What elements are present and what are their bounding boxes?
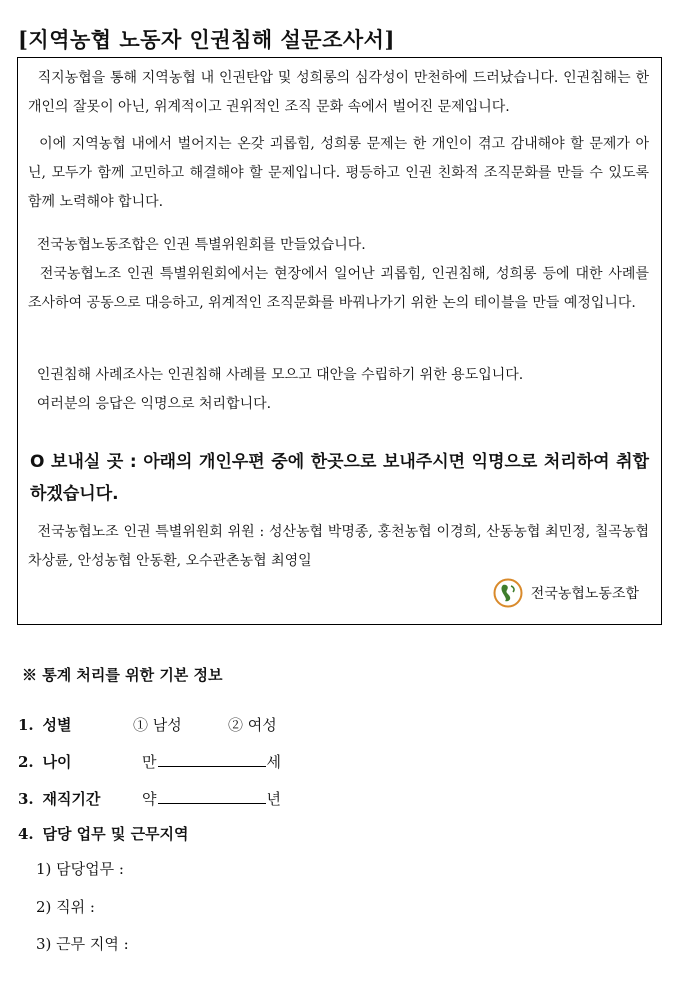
union-logo: [493, 578, 639, 608]
intro-box: [17, 57, 662, 625]
position-field[interactable]: 2) 직위 :: [36, 898, 95, 916]
section-title: ※ 통계 처리를 위한 기본 정보: [22, 666, 223, 684]
tenure-answer-field[interactable]: 약 년: [142, 790, 281, 808]
duty-field[interactable]: 1) 담당업무 :: [36, 860, 124, 878]
question-gender: 1. 성별: [18, 716, 72, 734]
question-tenure: 3. 재직기간: [18, 790, 101, 808]
intro-paragraph-1: 직지농협을 통해 지역농협 내 인권탄압 및 성희롱의 심각성이 만천하에 드러났습니다. 인권침해는 한 개인의 잘못이 아닌, 위계적이고 권위적인 조직 문화 속에서 벌어진 문제입니다.: [28, 70, 650, 115]
committee-members: 전국농협노조 인권 특별위원회 위원 : 성산농협 박명종, 홍천농협 이경희, 산동농협 최민정, 칠곡농협 차상륜, 안성농협 안동환, 오수관촌농협 최영일: [28, 524, 650, 569]
union-name: 전국농협노동조합: [530, 586, 639, 602]
union-emblem-icon: [493, 578, 523, 608]
send-to-notice: O 보내실 곳 : 아래의 개인우편 중에 한곳으로 보내주시면 익명으로 처리하여 취합하겠습니다.: [30, 452, 649, 504]
question-age: 2. 나이: [18, 753, 72, 771]
age-answer-field[interactable]: 만 세: [142, 753, 281, 771]
intro-paragraph-4b: 여러분의 응답은 익명으로 처리합니다.: [36, 396, 272, 412]
document-title: [지역농협 노동자 인권침해 설문조사서]: [18, 27, 395, 52]
intro-paragraph-4a: 인권침해 사례조사는 인권침해 사례를 모으고 대안을 수립하기 위한 용도입니다.: [36, 367, 524, 383]
question-duty-region: 4. 담당 업무 및 근무지역: [18, 825, 189, 843]
gender-option-female[interactable]: ② 여성: [228, 716, 277, 734]
gender-option-male[interactable]: ① 남성: [133, 716, 182, 734]
work-region-field[interactable]: 3) 근무 지역 :: [36, 935, 129, 953]
intro-paragraph-3a: 전국농협노동조합은 인권 특별위원회를 만들었습니다.: [36, 237, 366, 253]
intro-paragraph-2: 이에 지역농협 내에서 벌어지는 온갖 괴롭힘, 성희롱 문제는 한 개인이 겪고 감내해야 할 문제가 아닌, 모두가 함께 고민하고 해결해야 할 문제입니다. 평등하고 인권 친화적 조직문화를 만들 수 있도록 함께 노력해야 합니다.: [28, 136, 649, 210]
intro-paragraph-3b: 전국농협노조 인권 특별위원회에서는 현장에서 일어난 괴롭힘, 인권침해, 성희롱 등에 대한 사례를 조사하여 공동으로 대응하고, 위계적인 조직문화를 바꿔나가기 위한 논의 테이블을 만들 예정입니다.: [28, 266, 649, 311]
